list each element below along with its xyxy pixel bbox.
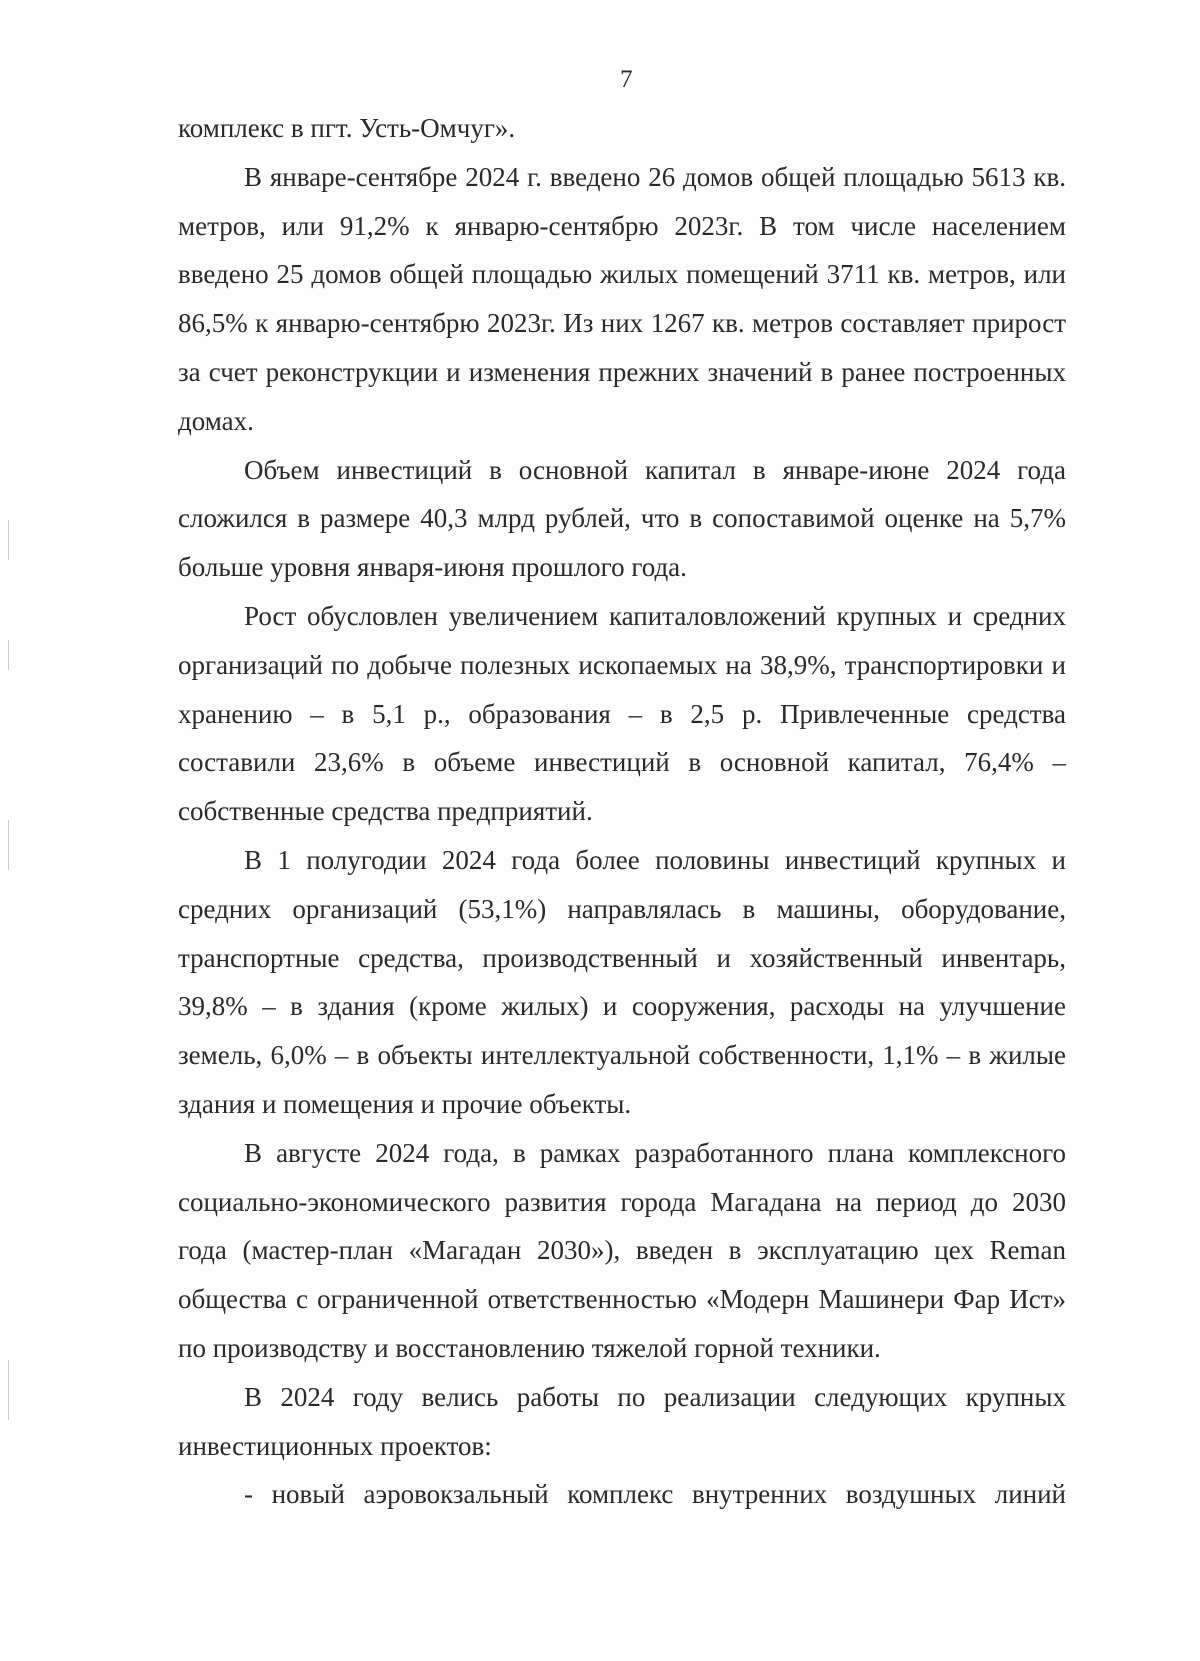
scan-mark: [8, 520, 9, 560]
list-item-airport: - новый аэровокзальный комплекс внутренних воздушных линий: [244, 1479, 1066, 1510]
scan-mark: [8, 820, 9, 870]
paragraph-investment-volume: Объем инвестиций в основной капитал в январе-июне 2024 года сложился в размере 40,3 млрд рублей, что в сопоставимой оценке на 5,7% больше уровня января-июня прошлого года.: [178, 454, 1066, 583]
paragraph-reman-workshop: В августе 2024 года, в рамках разработанного плана комплексного социально-экономического развития города Магадана на период до 2030 года (мастер-план «Магадан 2030»), введен в эксплуатацию цех Reman общества с ограниченной ответственностью «Модерн Машинери Фар Ист» по производству и восстановлению тяжелой горной техники.: [178, 1137, 1066, 1363]
paragraph-investment-structure: В 1 полугодии 2024 года более половины инвестиций крупных и средних организаций (53,1%) направлялась в машины, оборудование, транспортные средства, производственный и хозяйственный инвентарь, 39,8% – в здания (кроме жилых) и сооружения, расходы на улучшение земель, 6,0% – в объекты интеллектуальной собственности, 1,1% – в жилые здания и помещения и прочие объекты.: [178, 844, 1066, 1119]
paragraph-continuation: комплекс в пгт. Усть-Омчуг».: [178, 113, 516, 143]
paragraph-investment-growth: Рост обусловлен увеличением капиталовложений крупных и средних организаций по добыче полезных ископаемых на 38,9%, транспортировки и хранению – в 5,1 р., образования – в 2,5 р. Привлеченные средства составили 23,6% в объеме инвестиций в основной капитал, 76,4% – собственные средства предприятий.: [178, 600, 1066, 827]
paragraph-projects-intro: В 2024 году велись работы по реализации следующих крупных инвестиционных проектов:: [178, 1381, 1066, 1461]
paragraph-housing: В январе-сентябре 2024 г. введено 26 домов общей площадью 5613 кв. метров, или 91,2% к январю-сентябрю 2023г. В том числе населением введено 25 домов общей площадью жилых помещений 3711 кв. метров, или 86,5% к январю-сентябрю 2023г. Из них 1267 кв. метров составляет прирост за счет реконструкции и изменения прежних значений в ранее построенных домах.: [178, 161, 1066, 436]
body-text: [178, 104, 1066, 1519]
page-number: 7: [620, 66, 633, 93]
scan-mark: [8, 640, 9, 670]
scan-mark: [8, 1360, 9, 1420]
